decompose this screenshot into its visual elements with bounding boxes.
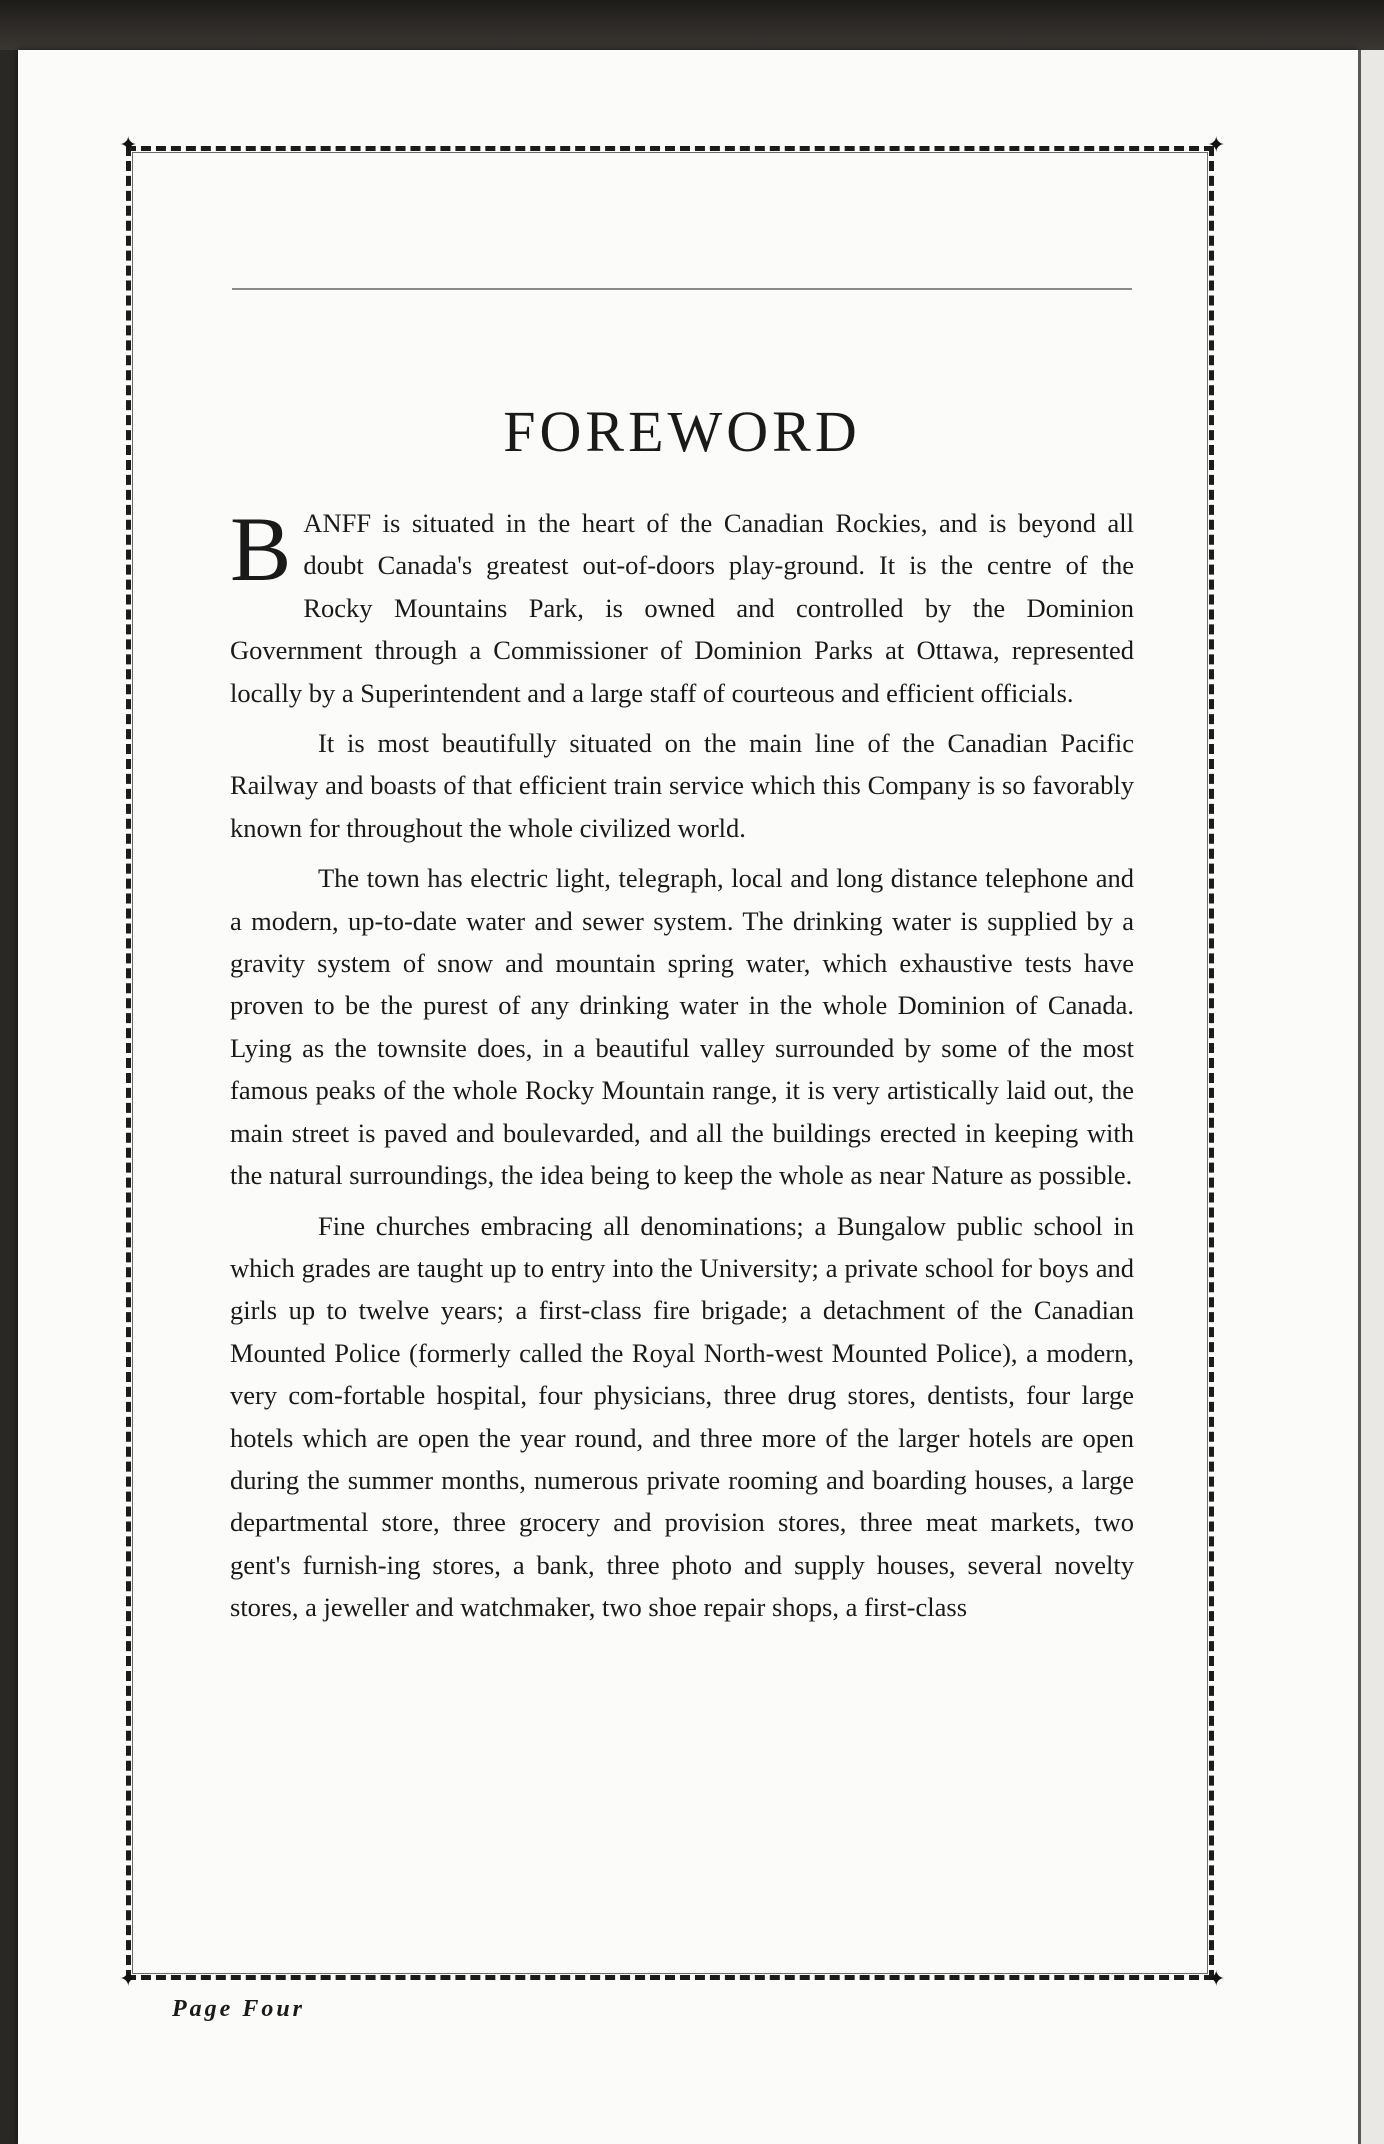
adjacent-page-edge	[1358, 50, 1384, 2144]
paragraph-3: The town has electric light, telegraph, local and long distance telephone and a modern, up-to-date water and sewer system. The drinking water is supplied by a gravity system of snow and mountain spring water, which exhaustive tests have proven to be the purest of any drinking water in the whole Dominion of Canada. Lying as the townsite does, in a beautiful valley surrounded by some of the most famous peaks of the whole Rocky Mountain range, it is very artistically laid out, the main street is paved and boulevarded, and all the buildings erected in keeping with the natural surroundings, the idea being to keep the whole as near Nature as possible.	[230, 863, 1134, 1191]
body-text	[230, 498, 1134, 1637]
paragraph-1-text: ANFF is situated in the heart of the Canadian Rockies, and is beyond all doubt Canada's greatest out-of-doors play-ground. It is the centre of the Rocky Mountains Park, is owned and controlled by the Dominion Government through a Commissioner of Dominion Parks at Ottawa, represented locally by a Superintendent and a large staff of courteous and efficient officials.	[230, 508, 1134, 708]
page-title: FOREWORD	[503, 399, 861, 464]
paragraph-4: Fine churches embracing all denominations; a Bungalow public school in which grades are taught up to entry into the University; a private school for boys and girls up to twelve years; a first-class fire brigade; a detachment of the Canadian Mounted Police (formerly called the Royal North-west Mounted Police), a modern, very com-fortable hospital, four physicians, three drug stores, dentists, four large hotels which are open the year round, and three more of the larger hotels are open during the summer months, numerous private rooming and boarding houses, a large departmental store, three grocery and provision stores, three meat markets, two gent's furnish-ing stores, a bank, three photo and supply houses, several novelty stores, a jeweller and watchmaker, two shoe repair shops, a first-class	[230, 1210, 1134, 1623]
drop-cap: B	[230, 498, 292, 600]
paragraph-1	[230, 498, 1134, 714]
page-number: Page Four	[172, 1996, 306, 2022]
border-corner-bottom-right-icon: ✦	[1207, 1967, 1226, 1992]
header-rule	[232, 288, 1132, 290]
border-corner-top-right-icon: ✦	[1207, 133, 1226, 158]
border-corner-bottom-left-icon: ✦	[119, 1967, 138, 1992]
border-corner-top-left-icon: ✦	[119, 133, 138, 158]
scan-background-top	[0, 0, 1384, 50]
paragraph-2: It is most beautifully situated on the main line of the Canadian Pacific Railway and boasts of that efficient train service which this Company is so favorably known for throughout the whole civilized world.	[230, 728, 1134, 843]
